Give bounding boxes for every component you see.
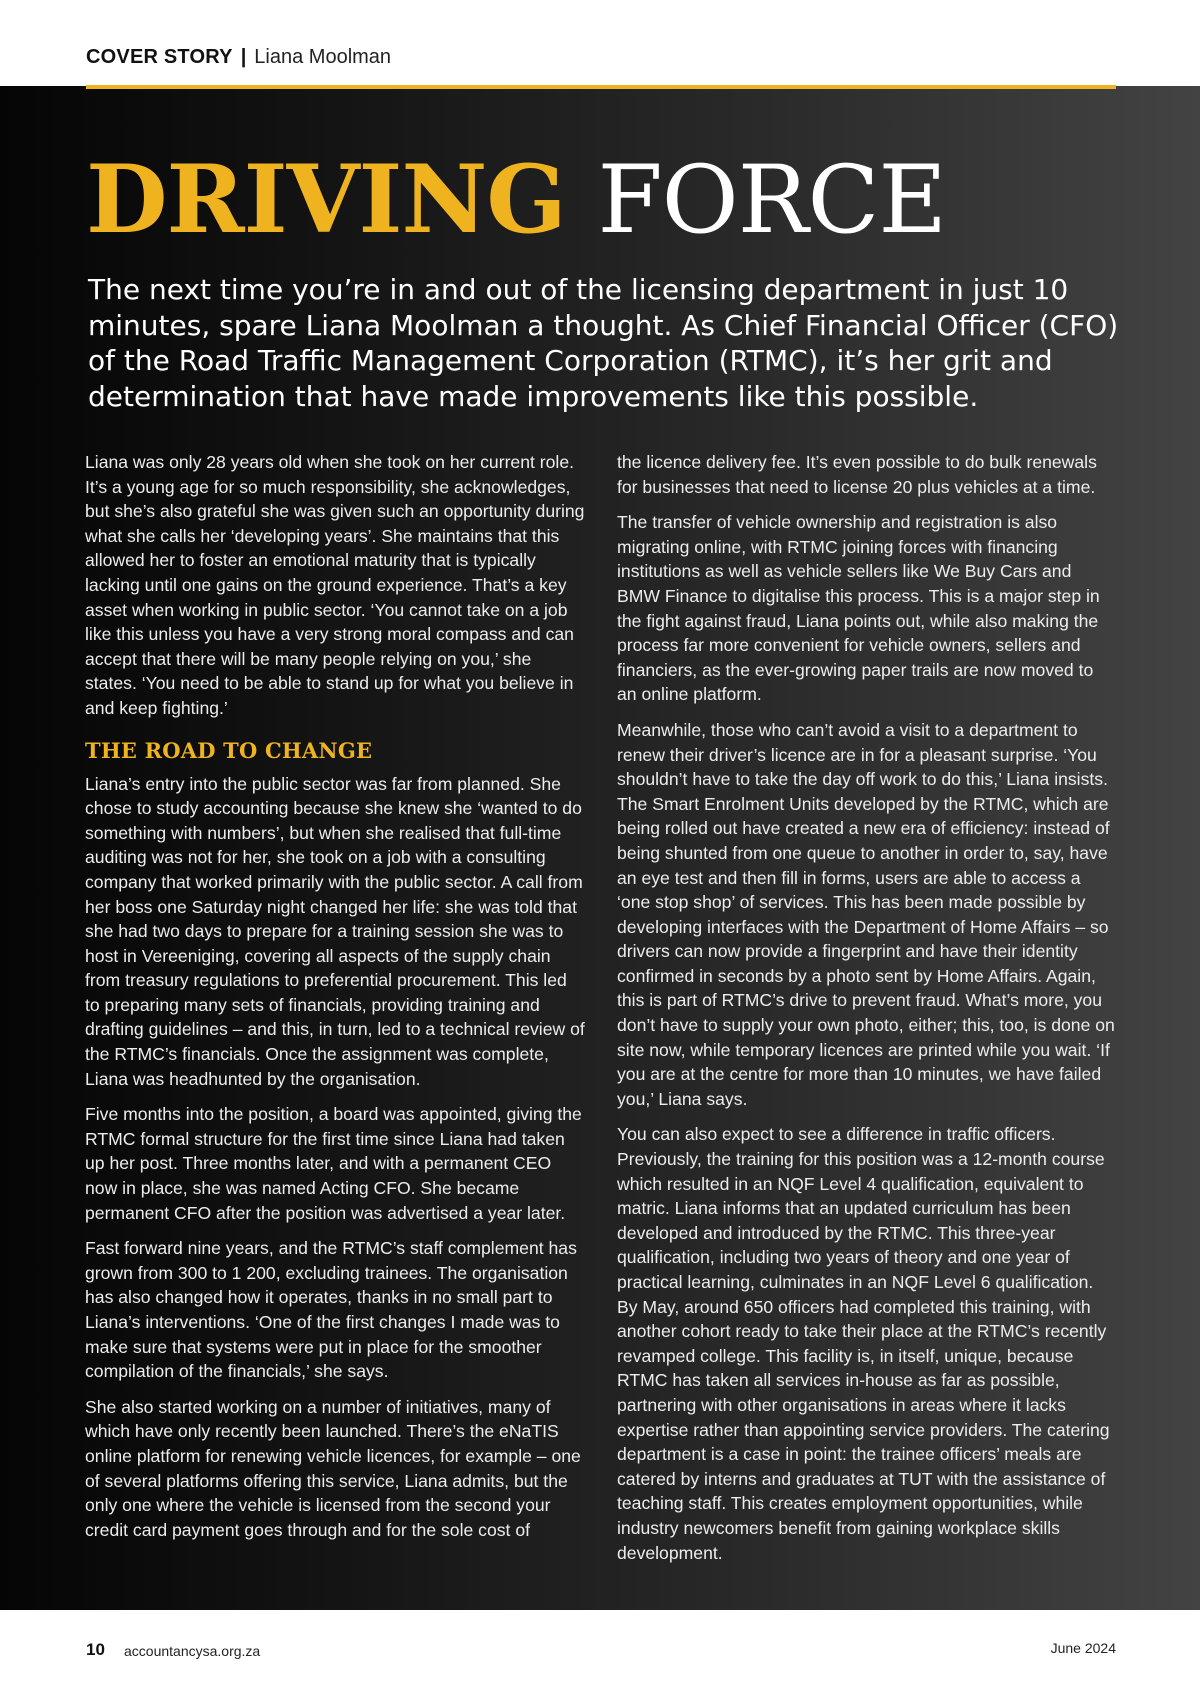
gold-divider — [86, 85, 1116, 89]
right-column — [617, 450, 1117, 1576]
paragraph: Liana’s entry into the public sector was far from planned. She chose to study accounting because she knew she ‘wanted to do something with numbers’, but when she realised that full-time auditing was not for her, she took on a job with a consulting company that worked primarily with the public sector. A call from her boss one Saturday night changed her life: she was told that she had two days to prepare for a training session she was to host in Vereeniging, covering all aspects of the supply chain from treasury regulations to preferential procurement. This led to preparing many sets of financials, providing training and drafting guidelines – and this, in turn, led to a technical review of the RTMC’s financials. Once the assignment was complete, Liana was headhunted by the organisation. — [85, 773, 585, 1089]
header-separator: | — [240, 46, 247, 68]
page-footer — [0, 1610, 1200, 1696]
title-highlight: DRIVING — [86, 145, 566, 255]
paragraph: Five months into the position, a board was appointed, giving the RTMC formal structure for the first time since Liana had taken up her post. Three months later, and with a permanent CEO now in place, she was named Acting CFO. She became permanent CFO after the position was advertised a year later. — [85, 1104, 582, 1223]
paragraph: Liana was only 28 years old when she took on her current role. It’s a young age for so much responsibility, she acknowledges, but she’s also grateful she was given such an opportunity during what she calls her ‘developing years’. She maintains that this allowed her to foster an emotional maturity that is typically lacking until one gains on the ground experience. That’s a key asset when working in public sector. ‘You cannot take on a job like this unless you have a very strong moral compass and can accept that there will be many people relying on you,’ she states. ‘You need to be able to stand up for what you believe in and keep fighting.’ — [85, 452, 585, 718]
article-title — [86, 140, 946, 261]
website-link[interactable]: accountancysa.org.za — [124, 1643, 261, 1659]
section-label: COVER STORY — [86, 46, 233, 68]
paragraph: You can also expect to see a difference in traffic officers. Previously, the training for this position was a 12-month course which resulted in an NQF Level 4 qualification, equivalent to matric. Liana informs that an updated curriculum has been developed and introduced by the RTMC. This three-year qualification, including two years of theory and one year of practical learning, culminates in an NQF Level 6 qualification. By May, around 650 officers had completed this training, with another cohort ready to take their place at the RTMC’s recently revamped college. This facility is, in itself, unique, because RTMC has taken all services in-house as far as possible, partnering with other organisations in areas where it lacks expertise rather than appointing service providers. The catering department is a case in point: the trainee officers’ meals are catered by interns and graduates at TUT with the assistance of teaching staff. This creates employment opportunities, while industry newcomers benefit from gaining workplace skills development. — [617, 1124, 1110, 1563]
header-author: Liana Moolman — [254, 46, 392, 68]
paragraph: Fast forward nine years, and the RTMC’s staff complement has grown from 300 to 1 200, excluding trainees. The organisation has also changed how it operates, thanks in no small part to Liana’s interventions. ‘One of the first changes I made was to make sure that systems were put in place for the smoother compilation of the financials,’ she says. — [85, 1238, 577, 1382]
page-header — [0, 0, 1200, 86]
title-rest: FORCE — [597, 146, 947, 255]
header-line — [86, 46, 391, 69]
subheading: THE ROAD TO CHANGE — [85, 737, 373, 763]
paragraph: The transfer of vehicle ownership and registration is also migrating online, with RTMC joining forces with financing institutions as well as vehicle sellers like We Buy Cars and BMW Finance to digitalise this process. This is a major step in the fight against fraud, Liana points out, while also making the process far more convenient for vehicle owners, sellers and financiers, as the ever-growing paper trails are now moved to an online platform. — [617, 512, 1100, 705]
issue-date: June 2024 — [1050, 1640, 1116, 1656]
paragraph: She also started working on a number of initiatives, many of which have only recently been launched. There’s the eNaTIS online platform for renewing vehicle licences, for example – one of several platforms offering this service, Liana admits, but the only one where the vehicle is licensed from the second your credit card payment goes through and for the sole cost of — [85, 1396, 581, 1540]
paragraph: Meanwhile, those who can’t avoid a visit to a department to renew their driver’s licence are in for a pleasant surprise. ‘You shouldn’t have to take the day off work to do this,’ Liana insists. The Smart Enrolment Units developed by the RTMC, which are being rolled out have created a new era of efficiency: instead of being shunted from one queue to another in order to, say, have an eye test and then fill in forms, users are able to access a ‘one stop shop’ of services. This has been made possible by developing interfaces with the Department of Home Affairs – so drivers can now provide a fingerprint and have their identity confirmed in seconds by a photo sent by Home Affairs. Again, this is part of RTMC’s drive to prevent fraud. What’s more, you don’t have to supply your own photo, either; this, too, is done on site now, while temporary licences are printed while you wait. ‘If you are at the centre for more than 10 minutes, we have failed you,’ Liana says. — [617, 719, 1115, 1109]
article-deck: The next time you’re in and out of the licensing department in just 10 minutes, spare Liana Moolman a thought. As Chief Financial Officer (CFO) of the Road Traffic Management Corporation (RTMC), it’s her grit and determination that have made improvements like this possible. — [88, 273, 1119, 413]
page-number: 10 — [86, 1640, 105, 1659]
paragraph: the licence delivery fee. It’s even possible to do bulk renewals for businesses that need to license 20 plus vehicles at a time. — [617, 452, 1097, 497]
left-column — [85, 450, 585, 1553]
